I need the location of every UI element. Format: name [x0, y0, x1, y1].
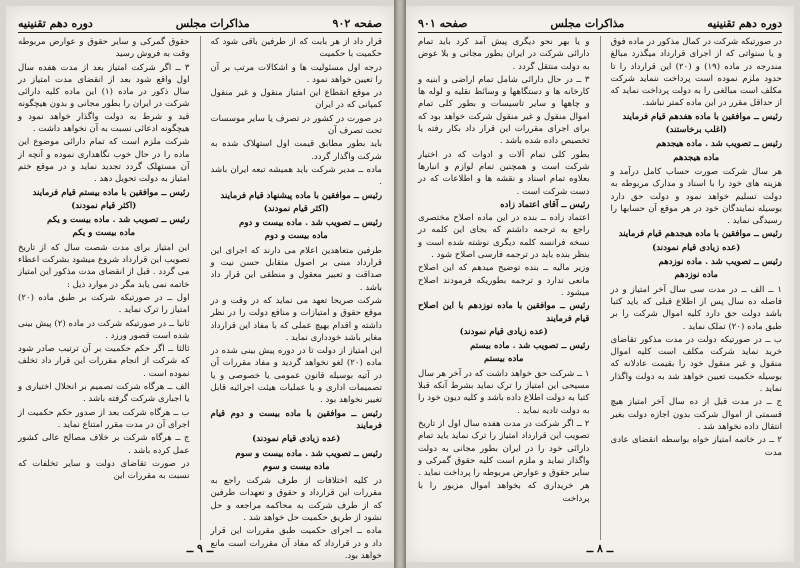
session-label: دوره دهم تقنینیه — [707, 16, 782, 30]
column-left — [18, 36, 190, 540]
paragraph: شرکت صریحا تعهد می نماید که در وقت و در موقع حقوق و امتیازات و منافع دولت را در نظر داشته و اقدام بهیچ عملی که با مفاد این قرارداد مغایر باشد خودداری نماید . — [210, 295, 382, 343]
paragraph: (عده زیادی قیام نمودند) — [459, 326, 548, 337]
paragraph: رئیس ــ موافقین با ماده هفدهم قیام فرمایند — [622, 111, 782, 122]
paragraph: رئیس ــ موافقین با ماده بیست و دوم قیام فرمایند — [210, 408, 382, 431]
paragraph: ماده نوزدهم — [674, 270, 719, 281]
paragraph: وزیر مالیه ــ بنده توضیح میدهم که این اصلاح مانعی ندارد و ترجمه بطوریکه فرمودند اصلاح میشود . — [418, 263, 590, 298]
paragraph: در کلیه اختلافات از طرف شرکت راجع به مقررات این قرارداد و حقوق و تعهدات طرفین که از طرف شرکت به محاکمه مراجعه و حل نشود از طریق حکمیت حل خواهد شد . — [210, 476, 382, 523]
paragraph: (اکثر قیام نمودند) — [263, 203, 329, 214]
paragraph: ماده بیستم — [483, 354, 524, 365]
paragraph: و یا بهر نحو دیگری پیش آمد کرد باید تمام دارائی شرکت در ایران بطور مجانی و بلا عوض به دولت منتقل گردد . — [418, 37, 590, 72]
paragraph: (عده زیادی قیام نمودند) — [652, 242, 741, 253]
paragraph: بطور کلی تمام آلات و ادوات که در اختیار شرکت است و همچنین تمام لوازم و انبارها بعلاوه تمام اسناد و نقشه ها و اطلاعات که در دست شرکت است . — [418, 149, 590, 197]
paragraph: رئیس ــ موافقین با ماده پیشنهاد قیام فرمایند — [220, 190, 382, 201]
paragraph: ۱ ــ شرکت حق خواهد داشت که در آخر هر سال مسیحی این امتیاز را ترک نماید بشرط آنکه قبلا کتبا به دولت اطلاع داده باشد و کلیه دیون خود را به دولت تادیه نماید . — [418, 368, 590, 416]
paragraph: ۲ ــ اگر شرکت در مدت هفده سال اول از تاریخ تصویب این قرارداد امتیاز را ترک نماید باید تمام دارائی خود را در ایران بطور مجانی به دولت واگذار نماید و ملزم است کلیه حقوق گمرکی و سایر حقوق و عوارض مربوطه را پرداخت نماید . — [418, 418, 590, 479]
paragraph: رئیس ــ تصویب شد . ماده بیست و سوم — [235, 448, 382, 459]
column-right — [611, 36, 783, 540]
paragraph: هر خریداری که بخواهد اموال مزبور را با پرداخت — [418, 481, 590, 504]
paragraph: ماده هیجدهم — [673, 152, 720, 163]
paragraph: در موقع انقطاع این امتیاز منقول و غیر منقول کمپانی که در ایران — [210, 88, 382, 111]
page-number: صفحه ۹۰۲ — [332, 16, 382, 30]
page-footer-number: ــ ۸ ــ — [586, 542, 614, 555]
paragraph: ب ــ در صورتیکه دولت در مدت مذکور تقاضای خرید نماید شرکت مکلف است کلیه اموال منقول و غیر منقول خود را بقیمت عادلانه که بوسیله حکمیت تعیین خواهد شد به دولت واگذار نماید . — [610, 334, 782, 395]
paragraph: رئیس ــ موافقین با ماده نوزدهم با این اصلاح قیام فرمایند — [418, 301, 590, 324]
paragraph: رئیس ــ تصویب شد . ماده بیست و دوم — [239, 218, 382, 229]
paragraph: ماده ــ مدیر شرکت باید همیشه تبعه ایران باشد . — [210, 164, 382, 188]
paragraph: ۳ ــ اگر شرکت امتیاز بعد از مدت هفده سال اول واقع شود بعد از انقضای مدت امتیاز در سال ذکور در ماده (۱) این ماده کلیه دارائی شرکت در ایران را بطور مجانی و بدون هیچگونه قید و شرط به دولت واگذار خواهد نمود و هیچگونه ادعائی نسبت به آن نخواهد داشت . — [18, 62, 190, 135]
paragraph: حقوق گمرکی و سایر حقوق و عوارض مربوطه وقت به فروش رسید — [18, 37, 190, 60]
page-title: مذاکرات مجلس — [550, 16, 625, 30]
paragraph: (عده زیادی قیام نمودند) — [252, 434, 341, 445]
page-901 — [406, 6, 794, 562]
paragraph: درجه اول مسئولیت ها و اشکالات مرتب بر آن را تعیین خواهد نمود . — [210, 62, 382, 85]
text-columns — [418, 36, 782, 540]
paragraph: (اغلب برخاستند) — [665, 125, 727, 136]
column-left — [418, 36, 590, 540]
paragraph: رئیس ــ موافقین با ماده بیستم قیام فرمایند — [32, 187, 190, 198]
paragraph: هر سال شرکت صورت حساب کامل درآمد و هزینه های خود را با اسناد و مدارک مربوطه به دولت تسلیم خواهد نمود و دولت حق دارد بوسیله نمایندگان خود در هر موقع آن حسابها را رسیدگی نماید . — [610, 166, 782, 227]
paragraph: ۱ ــ الف ــ در مدت سی سال آخر امتیاز و در فاصله ده سال پس از اطلاع قبلی که باید کتبا باشد دولت حق دارد کلیه اموال شرکت را بر طبق ماده (۲۰) تملک نماید . — [610, 284, 782, 332]
paragraph: طرفین متعاهدین اعلام می دارند که اجرای این قرارداد مبنی بر اصول متقابل حسن نیت و صداقت و تعبیر معقول و منطقی این قرار داد باشد . — [210, 245, 382, 293]
paragraph: رئیس ــ تصویب شد . ماده بیستم — [470, 341, 590, 352]
page-header — [18, 14, 382, 33]
paragraph: ب ــ هرگاه شرکت بعد از صدور حکم حکمیت از اجرای آن در مدت مقرر امتناع نماید . — [18, 407, 190, 430]
paragraph: ماده ــ اجرای حکمیت طبق مقررات این قرار داد و در قرارداد که مفاد آن مقررات است مانع خواهد بود. — [210, 526, 382, 561]
column-divider — [200, 36, 201, 540]
paragraph: ماده بیست و دوم — [264, 231, 328, 242]
column-right — [210, 36, 383, 561]
paragraph: در صورت تقاضای دولت و سایر تخلفات که نسبت به مقررات این — [18, 458, 190, 482]
book-gutter — [394, 0, 406, 568]
paragraph: اعتماد زاده ــ بنده در این ماده اصلاح مختصری راجع به ترجمه داشتم که بجای این کلمه در نسخه فرانسه کلمه دیگری نوشته شده است و بنظر بنده باید در ترجمه فارسی اصلاح شود . — [418, 213, 590, 261]
paragraph: این امتیاز از دولت تا در دوره پیش بینی شده در ماده (۲۰) لغو نخواهد گردید و مفاد مقررات آن در آتیه بوسیله قانون عمومی یا خصوصی و یا تصمیمات اداری و یا عملیات هیئت اجرائیه قابل تغییر نخواهد بود . — [210, 346, 382, 406]
page-902 — [6, 6, 394, 562]
paragraph: باید بطور مطابق قیمت اول استهلاک شده به شرکت واگذار گردد. — [210, 139, 382, 162]
paragraph: اول ــ در صورتیکه شرکت بر طبق ماده (۲۰) امتیاز را ترک نماید . — [18, 292, 190, 316]
paragraph: ماده بیست و سوم — [262, 461, 330, 472]
paragraph: رئیس ــ تصویب شد . ماده بیست و یکم — [46, 215, 190, 226]
paragraph: این امتیاز برای مدت شصت سال که از تاریخ تصویب این قرارداد شروع میشود بشرکت اعطاء می گردد . قبل از انقضای مدت مذکور این امتیاز خاتمه نمی یابد مگر در موارد ذیل : — [18, 242, 190, 290]
page-number: صفحه ۹۰۱ — [418, 16, 468, 30]
paragraph: ۳ ــ در حال دارائی شامل تمام اراضی و ابنیه و کارخانه ها و دستگاهها و وسائط نقلیه و لوله ها و چاهها و سایر تاسیسات و بطور کلی تمام اموال منقول و غیر منقول شرکت خواهد بود که برای اجرای مقررات این قرار داد بکار رفته یا تخصیص داده شده باشد . — [418, 74, 590, 147]
paragraph: ج ــ در مدت قبل از ده سال آخر امتیاز هیچ قسمتی از اموال شرکت بدون اجازه دولت بغیر انتقال داده نخواهد شد . — [610, 397, 782, 432]
paragraph: در صورتیکه شرکت در کمال مذکور در ماده فوق و یا سنواتی که از اجرای قرارداد میگذرد مبالغ مندرجه در ماده (۱۹) و (۲۰) این قرارداد را تا حدود ملزم نموده است پرداخت ننماید شرکت مکلف است مبالغی را به دولت پرداخت نماید که از حداقل مقرر در این ماده کمتر نباشد. — [610, 37, 783, 109]
paragraph: رئیس ــ آقای اعتماد زاده — [500, 199, 590, 210]
paragraph: الف ــ هرگاه شرکت تصمیم بر انحلال اختیاری و یا اجباری شرکت گرفته باشد . — [18, 382, 190, 405]
paragraph: (اکثر قیام نمودند) — [71, 200, 137, 211]
paragraph: ج ــ هرگاه شرکت بر خلاف مصالح عالی کشور عمل کرده باشد . — [18, 433, 190, 456]
session-label: دوره دهم تقنینیه — [18, 16, 93, 30]
page-title: مذاکرات مجلس — [175, 16, 250, 30]
page-header — [418, 14, 782, 33]
paragraph: ثانیا ــ در صورتیکه شرکت در ماده (۲) پیش بینی شده است قصور ورزد . — [18, 318, 190, 341]
paragraph: رئیس ــ تصویب شد . ماده هیجدهم — [656, 139, 782, 150]
paragraph: در صورت در کشور در تصرف یا سایر موسسات تحت تصرف آن — [210, 113, 382, 137]
paragraph: ۲ ــ در خاتمه امتیاز خواه بواسطه انقضای عادی مدت — [610, 435, 782, 458]
paragraph: رئیس ــ تصویب شد . ماده نوزدهم — [658, 257, 782, 268]
column-divider — [600, 36, 601, 540]
paragraph: ماده بیست و یکم — [72, 228, 136, 239]
paragraph: قرار داد از هر بابت که از طرفین باقی شود که حکمیت با حکمیت — [210, 37, 382, 60]
paragraph: ثالثا ــ اگر حکم حکمیت بر آن ترتیب صادر شود که شرکت از انجام مقررات این قرار داد تخلف نموده است . — [18, 344, 190, 379]
page-footer-number: ــ ۹ ــ — [186, 542, 214, 555]
paragraph: شرکت ملزم است که تمام دارائی موضوع این ماده را در حال خوب نگاهداری نموده و آنچه از آن مستهلک گردد تجدید نماید و در موقع ختم امتیاز به دولت تحویل دهد . — [18, 137, 190, 185]
paragraph: رئیس ــ موافقین با ماده هیجدهم قیام فرمایند — [618, 229, 782, 240]
